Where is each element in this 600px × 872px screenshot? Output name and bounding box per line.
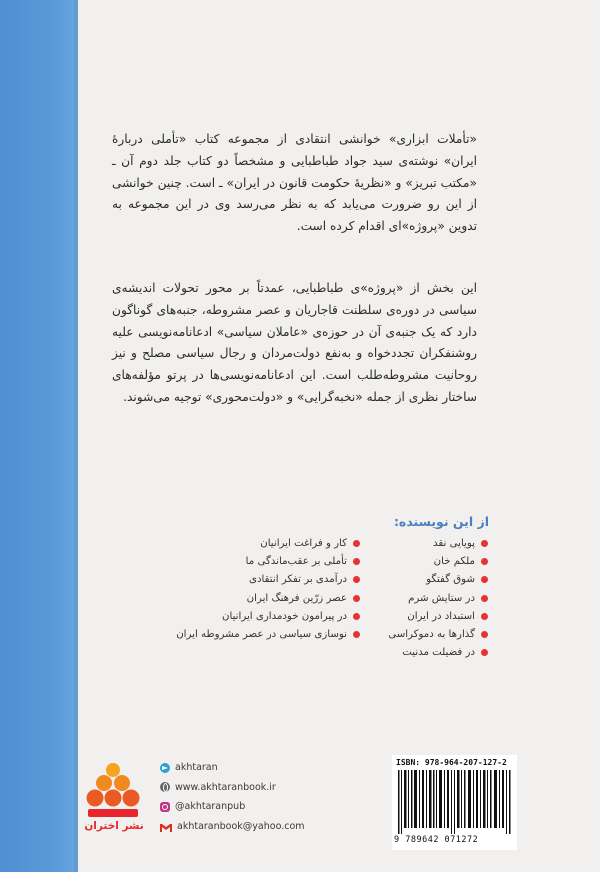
publisher-name: نشر اختران [84,820,144,832]
other-works-list-right [338,535,488,662]
list-item: در ستایش شرم [338,590,488,608]
bullet-icon [353,576,360,583]
blurb-paragraph-2: این بخش از «پروژه»ی طباطبایی، عمدتاً بر محور تحولات اندیشه‌ی سیاسی در دوره‌ی سلطنت قاجاریان و عصر مشروطه، جنبه‌های گوناگون دارد که یک جنبه‌ی آن در حوزه‌ی «عاملان سیاسی» ادعانامه‌نویسی علیه روشنفکران تجددخواه و به‌نفع دولت‌مردان و رجال سیاسی مصلح و نیز روحانیت مشروطه‌طلب است. این ادعانامه‌نویسی‌ها در پرتو مؤلفه‌های ساختار نظری از جمله «نخبه‌گرایی» و «دولت‌محوری» توجیه می‌شوند. [112,281,477,404]
bullet-icon [353,631,360,638]
bullet-icon [353,595,360,602]
other-works-heading: از این نویسنده: [393,514,489,529]
spine-color-band [0,0,78,872]
isbn-barcode-box [392,755,517,850]
bullet-icon [481,631,488,638]
bullet-icon [481,613,488,620]
telegram-icon [160,763,170,773]
barcode-digits: 9 789642 071272 [394,835,479,845]
blurb-paragraph-1: «تأملات ابزاری» خوانشی انتقادی از مجموعه کتاب «تأملی دربارهٔ ایران» نوشته‌ی سید جواد طباطبایی و مشخصاً دو کتاب جلد دوم آن ـ «مکتب تبریز» و «نظریهٔ حکومت قانون در ایران» ـ است. چنین خوانشی از این رو ضرورت می‌یابد که به نظر می‌رسد وی در این مجموعه به تدوین «پروژه»ای اقدام کرده است. [112,132,477,234]
list-item: در فضیلت مدنیت [338,644,488,662]
bullet-icon [353,613,360,620]
other-works-list-left [176,535,360,644]
list-item: در پیرامون خودمداری ایرانیان [185,608,360,626]
bullet-icon [481,595,488,602]
list-item: عصر زرّین فرهنگ ایران [185,590,360,608]
list-item: نوسازی سیاسی در عصر مشروطه ایران [185,626,360,644]
contact-instagram[interactable]: @akhtaranpub [160,797,305,817]
contact-telegram[interactable]: akhtaran [160,758,305,778]
bullet-icon [353,558,360,565]
list-item: کار و فراغت ایرانیان [185,535,360,553]
list-item: شوق گفتگو [338,571,488,589]
bullet-icon [481,649,488,656]
barcode-icon [398,770,511,834]
bullet-icon [481,576,488,583]
publisher-logo-icon [86,762,140,822]
list-item: ملکم خان [338,553,488,571]
isbn-label: ISBN: 978-964-207-127-2 [396,758,507,767]
bullet-icon [353,540,360,547]
globe-icon [160,782,170,792]
list-item: استبداد در ایران [338,608,488,626]
list-item: گذارها به دموکراسی [338,626,488,644]
list-item: پویایی نقد [338,535,488,553]
contact-list [160,758,305,836]
mail-icon [160,821,172,831]
contact-email[interactable]: akhtaranbook@yahoo.com [160,817,305,837]
list-item: تأملی بر عقب‌ماندگی ما [185,553,360,571]
bullet-icon [481,558,488,565]
instagram-icon [160,802,170,812]
list-item: درآمدی بر تفکر انتقادی [185,571,360,589]
bullet-icon [481,540,488,547]
contact-website[interactable]: www.akhtaranbook.ir [160,778,305,798]
